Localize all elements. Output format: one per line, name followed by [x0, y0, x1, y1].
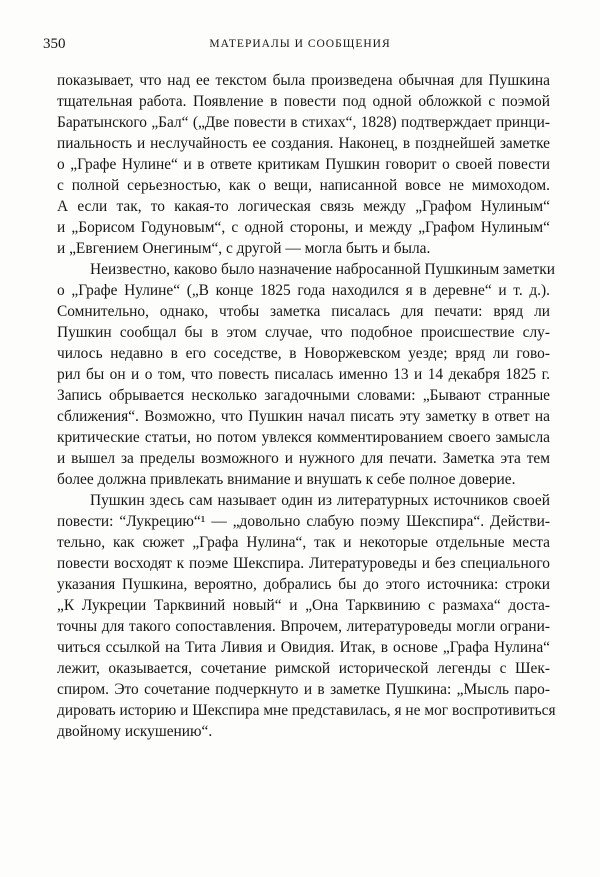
- text-line: дировать историю и Шекспира мне представилась, я не мог воспротивиться: [57, 702, 556, 719]
- text-line: повести: “Лукрецию“¹ — „довольно слабую поэму Шекспира“. Действи-: [57, 513, 550, 530]
- text-line: указания Пушкина, вероятно, добрались бы до этого источника: строки: [57, 576, 550, 593]
- text-line: и „Борисом Годуновым“, с одной стороны, и между „Графом Нулиным“: [57, 219, 550, 236]
- running-title: МАТЕРИАЛЫ И СООБЩЕНИЯ: [209, 38, 391, 50]
- text-line: тельно, как сюжет „Графа Нулина“, так и некоторые отдельные места: [57, 534, 550, 551]
- text-line: двойному искушению“.: [57, 723, 213, 740]
- text-line: лежит, оказывается, сочетание римской исторической легенды с Шек-: [57, 660, 550, 677]
- text-line: Пушкин сообщал бы в этом случае, что подобное происшествие слу-: [57, 324, 550, 341]
- text-line: читься ссылкой на Тита Ливия и Овидия. Итак, в основе „Графа Нулина“: [57, 639, 550, 656]
- text-line: повести восходят к поэме Шекспира. Литературоведы и без специального: [57, 555, 550, 572]
- text-line: о „Графе Нулине“ („В конце 1825 года находился я в деревне“ и т. д.).: [57, 282, 550, 299]
- text-line: А если так, то какая-то логическая связь между „Графом Нулиным“: [57, 198, 550, 215]
- text-line: чилось недавно в его соседстве, в Новоржевском уезде; вряд ли гово-: [57, 345, 550, 362]
- text-line: и „Евгением Онегиным“, с другой — могла быть и была.: [57, 240, 431, 257]
- text-line: точны для такого сопоставления. Впрочем, литературоведы могли ограни-: [57, 618, 550, 635]
- text-line: критические статьи, но потом увлекся комментированием своего замысла: [57, 429, 550, 446]
- text-line: спиром. Это сочетание подчеркнуто и в заметке Пушкина: „Мысль паро-: [57, 681, 550, 698]
- text-line: пиальность и неслучайность ее создания. Наконец, в позднейшей заметке: [57, 135, 550, 152]
- text-line: тщательная работа. Появление в повести под одной обложкой с поэмой: [57, 93, 550, 110]
- text-line: показывает, что над ее текстом была произведена обычная для Пушкина: [57, 72, 550, 89]
- page-number: 350: [43, 36, 66, 52]
- text-line: Баратынского „Бал“ („Две повести в стихах“, 1828) подтверждает принци-: [57, 114, 550, 131]
- text-line: сближения“. Возможно, что Пушкин начал писать эту заметку в ответ на: [57, 408, 550, 425]
- text-line: рил бы он и о том, что повесть писалась именно 13 и 14 декабря 1825 г.: [57, 366, 550, 383]
- text-line: более должна привлекать внимание и внушать к себе полное доверие.: [57, 471, 516, 488]
- text-line: Сомнительно, однако, чтобы заметка писалась для печати: вряд ли: [57, 303, 550, 320]
- text-line: о „Графе Нулине“ и в ответе критикам Пушкин говорит о своей повести: [57, 156, 550, 173]
- text-line: „К Лукреции Тарквиний новый“ и „Она Тарквинию с размаха“ доста-: [57, 597, 550, 614]
- text-line: и вышел за пределы возможного и нужного для печати. Заметка эта тем: [57, 450, 550, 467]
- text-line: с полной серьезностью, как о вещи, написанной вовсе не мимоходом.: [57, 177, 550, 194]
- text-line: Пушкин здесь сам называет один из литературных источников своей: [90, 492, 550, 509]
- text-line: Запись обрывается несколько загадочными словами: „Бывают странные: [57, 387, 550, 404]
- text-line: Неизвестно, каково было назначение набросанной Пушкиным заметки: [90, 261, 555, 278]
